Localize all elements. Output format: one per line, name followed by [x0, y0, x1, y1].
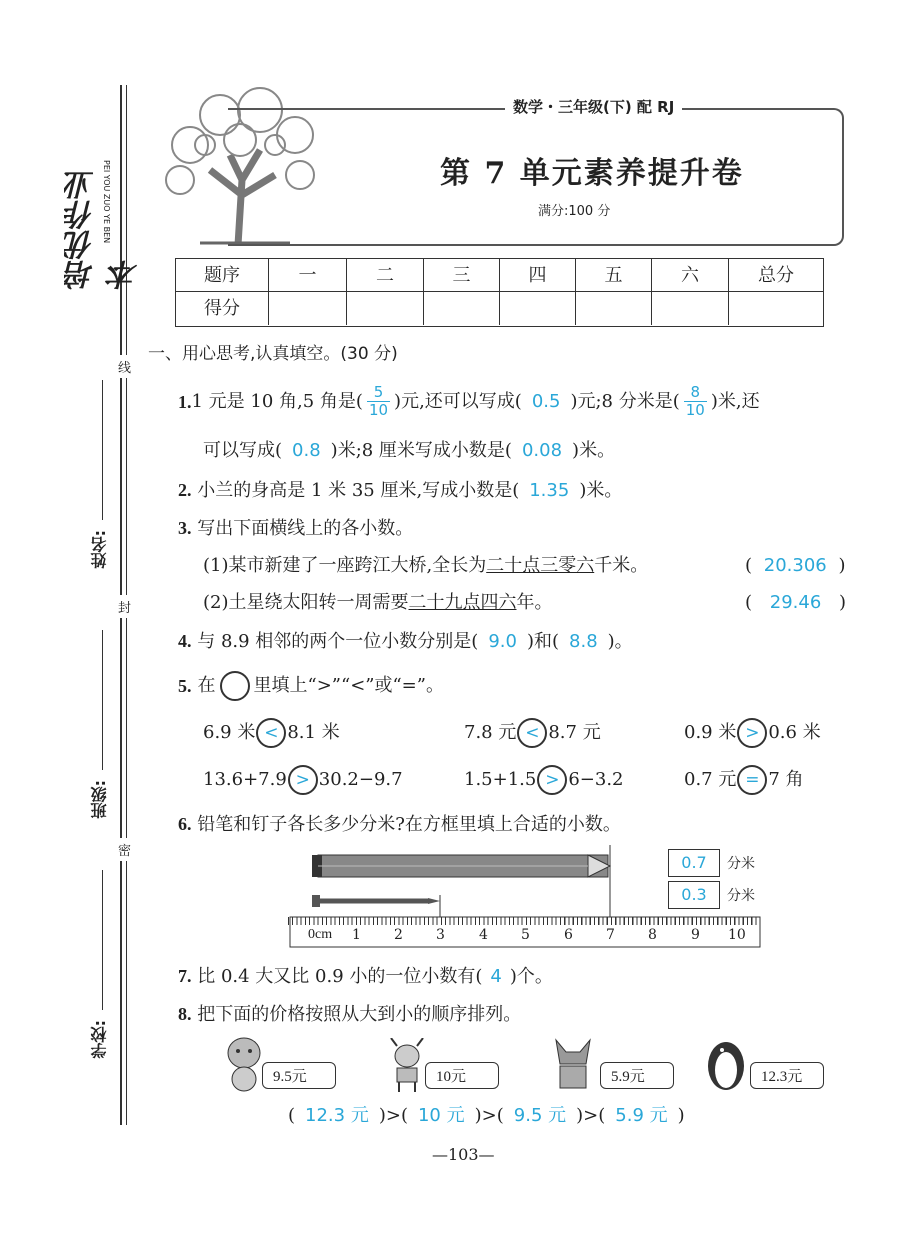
seal-seal-label: 封 [118, 595, 131, 618]
question-number: 2. [178, 480, 192, 500]
question-text: )元;8 分米是( [570, 390, 680, 412]
name-label: 姓名: [90, 530, 109, 569]
table-header-cell: 二 [347, 259, 424, 292]
name-field[interactable] [88, 380, 109, 580]
seal-line-label: 线 [118, 355, 131, 378]
table-header-cell: 一 [269, 259, 347, 292]
deer-icon [385, 1038, 430, 1093]
compare-right: 0.6 米 [768, 722, 821, 743]
compare-circle[interactable]: > [737, 718, 767, 748]
school-field[interactable] [88, 870, 109, 1070]
question-6 [178, 812, 621, 837]
compare-left: 13.6+7.9 [203, 769, 287, 790]
question-number: 4. [178, 631, 192, 651]
answer-text: 1.35 [529, 480, 570, 501]
brand-name: 培优作业本 [65, 170, 144, 290]
question-text: 年。 [516, 592, 553, 613]
compare-right: 8.1 米 [287, 722, 340, 743]
question-text: )元,还可以写成( [394, 390, 522, 412]
ruler-minor-ticks [288, 917, 758, 925]
question-text: )米,还 [710, 390, 760, 412]
question-text: )。 [607, 631, 633, 652]
question-text: 可以写成( [203, 440, 283, 461]
compare-left: 0.7 元 [684, 769, 737, 790]
price-tag-2 [425, 1062, 499, 1089]
score-cell[interactable] [729, 292, 823, 325]
tiger-icon [222, 1035, 267, 1093]
question-text: )米。 [579, 480, 623, 501]
compare-item-2 [464, 718, 601, 748]
score-cell[interactable] [269, 292, 347, 325]
price-text: 5.9元 [611, 1069, 645, 1085]
class-line [102, 630, 103, 770]
answer-text: 9.5 元 [513, 1105, 567, 1126]
question-text: 比 0.4 大又比 0.9 小的一位小数有( [197, 966, 483, 987]
score-cell[interactable] [652, 292, 729, 325]
compare-item-5 [464, 765, 624, 795]
answer-text: 8.8 [569, 631, 598, 652]
question-1-cont [203, 439, 615, 463]
question-number: 1. [178, 391, 192, 412]
brand-logo [55, 150, 144, 290]
ruler-label: 2 [394, 927, 403, 943]
score-cell[interactable] [424, 292, 500, 325]
answer-text: 20.306 [763, 555, 827, 576]
page-number: —103— [432, 1145, 495, 1164]
price-tag-1 [262, 1062, 336, 1089]
ruler-label: 9 [691, 927, 700, 943]
answer-fraction [367, 384, 390, 419]
question-3-1 [203, 554, 648, 578]
unit-label: 分米 [727, 856, 755, 872]
compare-left: 7.8 元 [464, 722, 517, 743]
question-2 [178, 478, 622, 503]
question-text: 铅笔和钉子各长多少分米?在方框里填上合适的小数。 [197, 814, 621, 835]
question-text: (1)某市新建了一座跨江大桥,全长为 [203, 555, 487, 576]
answer-text: 0.5 [531, 390, 561, 412]
question-text: 小兰的身高是 1 米 35 厘米,写成小数是( [197, 480, 520, 501]
compare-circle[interactable]: > [288, 765, 318, 795]
price-text: 12.3元 [761, 1069, 803, 1085]
compare-item-6 [684, 765, 804, 795]
answer-text: 0.8 [292, 440, 321, 461]
school-line [102, 870, 103, 1010]
answer-text: 10 元 [417, 1105, 465, 1126]
table-header-cell: 题序 [176, 259, 269, 292]
score-cell[interactable] [576, 292, 652, 325]
name-line [102, 380, 103, 520]
ruler-label: 10 [728, 927, 746, 943]
question-3-2 [203, 591, 553, 615]
question-text: 1 元是 10 角,5 角是( [191, 390, 363, 412]
compare-left: 6.9 米 [203, 722, 256, 743]
compare-item-3 [684, 718, 821, 748]
compare-left: 0.9 米 [684, 722, 737, 743]
table-header-cell: 三 [424, 259, 500, 292]
class-field[interactable] [88, 630, 109, 830]
question-text: (2)土星绕太阳转一周需要 [203, 592, 409, 613]
unit-label: 分米 [727, 888, 755, 904]
subject-label: 数学・三年级(下) 配 RJ [505, 96, 682, 117]
question-text: 在 [197, 675, 216, 696]
compare-right: 30.2−9.7 [318, 769, 403, 790]
compare-right: 6−3.2 [568, 769, 624, 790]
seal-secret-label: 密 [118, 838, 131, 861]
answer-text: 4 [490, 966, 502, 987]
score-row-label: 得分 [176, 292, 269, 325]
question-5 [178, 671, 444, 701]
fox-icon [548, 1036, 598, 1092]
question-7 [178, 964, 553, 989]
ruler-label: 0cm [308, 927, 333, 942]
answer-text: 9.0 [488, 631, 517, 652]
ruler-label: 1 [352, 927, 361, 943]
table-header-cell: 四 [500, 259, 576, 292]
compare-circle[interactable]: < [256, 718, 286, 748]
answer-fraction [684, 384, 707, 419]
compare-circle[interactable]: = [737, 765, 767, 795]
ruler-label: 4 [479, 927, 488, 943]
question-text: 写出下面横线上的各小数。 [197, 518, 414, 539]
ruler-label: 5 [521, 927, 530, 943]
price-text: 10元 [436, 1069, 467, 1085]
page-title: 第 7 单元素养提升卷 [440, 156, 744, 191]
section-title: 一、用心思考,认真填空。(30 分) [148, 344, 398, 364]
question-number: 7. [178, 966, 192, 986]
fraction-denominator: 10 [685, 401, 705, 419]
score-cell[interactable] [500, 292, 576, 325]
price-tag-4 [750, 1062, 824, 1089]
question-text: )和( [526, 631, 560, 652]
ruler-label: 8 [648, 927, 657, 943]
penguin-icon [702, 1034, 750, 1092]
compare-right: 7 角 [768, 769, 804, 790]
question-number: 3. [178, 518, 192, 538]
table-header-cell: 总分 [729, 259, 823, 292]
price-text: 9.5元 [273, 1069, 307, 1085]
question-4 [178, 629, 633, 654]
compare-item-1 [203, 718, 340, 748]
answer-3-2: ( 29.46 ) [745, 592, 847, 613]
compare-circle[interactable]: < [517, 718, 547, 748]
question-text: 千米。 [594, 555, 649, 576]
brand-english: PEI YOU ZUO YE BEN [102, 160, 111, 244]
compare-circle[interactable]: > [537, 765, 567, 795]
answer-text: 0.3 [681, 885, 707, 904]
question-1 [178, 384, 760, 419]
pencil-answer-box[interactable] [668, 849, 720, 877]
answer-text: 0.7 [681, 853, 707, 872]
question-number: 8. [178, 1004, 192, 1024]
order-answer: ( 12.3 元 )>( 10 元 )>( 9.5 元 )>( 5.9 元 ) [288, 1105, 685, 1126]
full-score: 满分:100 分 [538, 204, 611, 219]
underlined-text: 二十点三零六 [486, 555, 595, 576]
circle-icon [220, 671, 250, 701]
ruler-label: 7 [606, 927, 615, 943]
compare-left: 1.5+1.5 [464, 769, 537, 790]
score-cell[interactable] [347, 292, 424, 325]
compare-right: 8.7 元 [548, 722, 601, 743]
school-label: 学校: [90, 1020, 109, 1059]
table-header-cell: 五 [576, 259, 652, 292]
question-number: 6. [178, 814, 192, 834]
question-text: 里填上“>”“<”或“=”。 [253, 675, 444, 696]
fraction-numerator: 5 [373, 383, 384, 401]
question-text: 与 8.9 相邻的两个一位小数分别是( [197, 631, 479, 652]
ruler-label: 3 [436, 927, 445, 943]
score-table [175, 258, 824, 327]
question-3 [178, 516, 413, 541]
answer-text: 5.9 元 [615, 1105, 668, 1126]
question-text: )个。 [509, 966, 553, 987]
question-text: 把下面的价格按照从大到小的顺序排列。 [197, 1004, 522, 1025]
answer-text: 29.46 [769, 592, 822, 613]
answer-3-1: ( 20.306 ) [745, 555, 846, 576]
fraction-denominator: 10 [368, 401, 389, 419]
nail-answer-box[interactable] [668, 881, 720, 909]
table-header-cell: 六 [652, 259, 729, 292]
underlined-text: 二十九点四六 [408, 592, 517, 613]
class-label: 班级: [90, 780, 109, 819]
ruler-label: 6 [564, 927, 573, 943]
question-number: 5. [178, 676, 192, 696]
question-8 [178, 1002, 521, 1027]
question-text: )米;8 厘米写成小数是( [330, 440, 512, 461]
price-tag-3 [600, 1062, 674, 1089]
answer-text: 0.08 [521, 440, 563, 461]
question-text: )米。 [572, 440, 616, 461]
fraction-numerator: 8 [690, 383, 701, 401]
compare-item-4 [203, 765, 403, 795]
answer-text: 12.3 元 [305, 1105, 369, 1126]
